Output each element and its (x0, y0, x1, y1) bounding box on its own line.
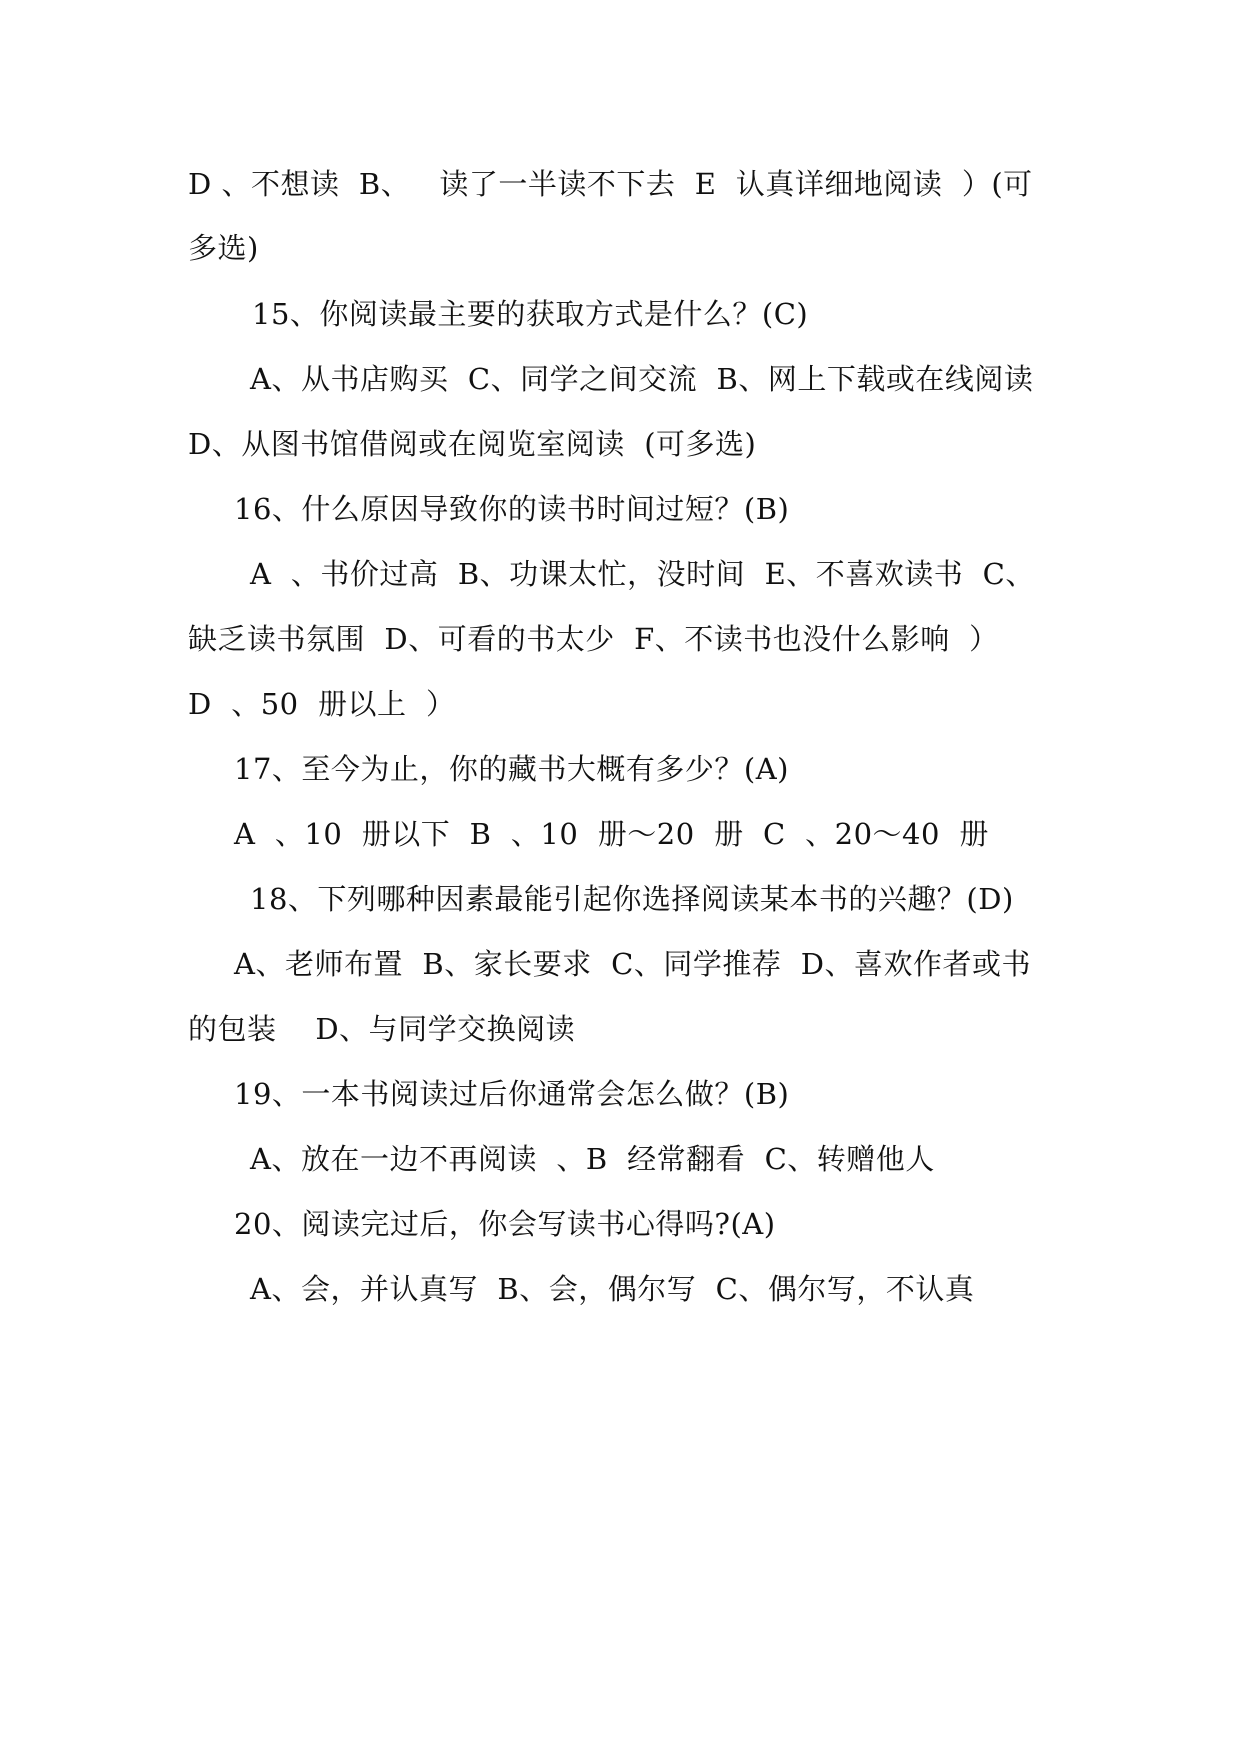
question-17: 17、至今为止，你的藏书大概有多少？(A) (234, 752, 789, 786)
text-line: 的包装 D、与同学交换阅读 (188, 1012, 576, 1046)
question-20: 20、阅读完过后，你会写读书心得吗?(A) (234, 1207, 776, 1241)
text-line: D 、不想读 B、 读了一半读不下去 E 认真详细地阅读 ）(可 (188, 167, 1033, 201)
text-line: A 、10 册以下 B 、10 册～20 册 C 、20～40 册 (234, 817, 989, 851)
text-line: A、老师布置 B、家长要求 C、同学推荐 D、喜欢作者或书 (234, 947, 1032, 981)
text-line: 缺乏读书氛围 D、可看的书太少 F、不读书也没什么影响 ） (188, 622, 999, 656)
text-line: 多选) (188, 231, 259, 265)
text-line: A 、书价过高 B、功课太忙，没时间 E、不喜欢读书 C、 (250, 557, 1035, 591)
question-19: 19、一本书阅读过后你通常会怎么做？(B) (234, 1077, 790, 1111)
question-16: 16、什么原因导致你的读书时间过短？(B) (234, 492, 790, 526)
text-line: D、从图书馆借阅或在阅览室阅读 (可多选) (188, 427, 757, 461)
text-line: A、放在一边不再阅读 、B 经常翻看 C、转赠他人 (250, 1142, 935, 1176)
text-line: D 、50 册以上 ） (188, 687, 456, 721)
text-line: A、会，并认真写 B、会，偶尔写 C、偶尔写，不认真 (250, 1272, 975, 1306)
question-18: 18、下列哪种因素最能引起你选择阅读某本书的兴趣？(D) (250, 882, 1014, 916)
text-line: A、从书店购买 C、同学之间交流 B、网上下载或在线阅读 (250, 362, 1034, 396)
question-15: 15、你阅读最主要的获取方式是什么？(C) (252, 297, 809, 331)
